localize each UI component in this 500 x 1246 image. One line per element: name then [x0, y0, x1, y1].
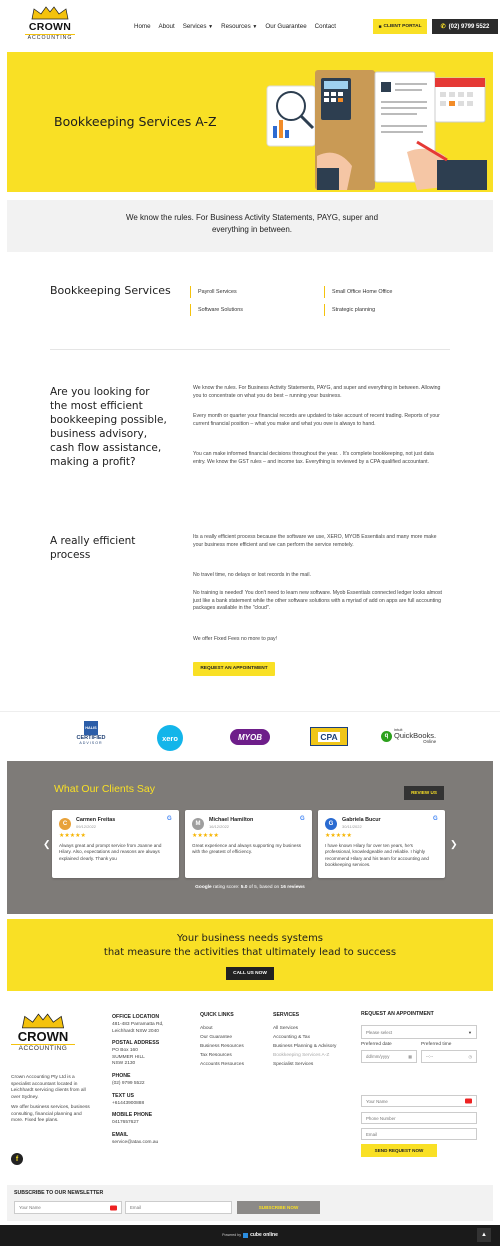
quickbooks-intuit: intuit: [394, 727, 403, 732]
nav-resources-label: Resources: [221, 23, 251, 30]
appointment-heading: REQUEST AN APPOINTMENT: [361, 1011, 434, 1017]
newsletter-name-input[interactable]: [14, 1201, 122, 1214]
rating-summary: [7, 885, 493, 890]
quickbooks-online: Online: [423, 739, 437, 744]
halis-certified: CERTIFIED: [76, 735, 106, 741]
nav-resources[interactable]: [221, 23, 257, 30]
phone-icon: ✆: [440, 24, 446, 30]
phone-heading: PHONE: [112, 1072, 131, 1079]
footer-about-2: We offer business services, business consulting, financial planning and more. Fixed fee plans.: [11, 1105, 90, 1124]
office-heading: OFFICE LOCATION: [112, 1014, 160, 1020]
quick-link-business-resources[interactable]: Business Resources: [200, 1044, 244, 1049]
nav-contact[interactable]: Contact: [314, 23, 336, 30]
summary-score: 5.0: [240, 885, 248, 890]
postal-heading: POSTAL ADDRESS: [112, 1040, 160, 1047]
divider: [50, 349, 450, 350]
newsletter-heading: SUBSCRIBE TO OUR NEWSLETTER: [14, 1190, 104, 1196]
reviewer-name: Michael Hamilton: [209, 817, 254, 823]
hero-illustration: [257, 56, 492, 190]
efficient-p1: We know the rules. For Business Activity Statements, PAYG, and super and everything in between. Allowing you to concentrate on what you do best – running your business.: [193, 385, 441, 399]
halis-badge: HALIS: [84, 721, 98, 735]
process-p1: Its a really efficient process because the software we use, XERO, MYOB Essentials and many more make your business more efficient and we can perform the service remotely.: [193, 534, 437, 548]
reviews-title: What Our Clients Say: [54, 783, 155, 795]
email-heading: EMAIL: [112, 1131, 129, 1138]
nav-guarantee[interactable]: Our Guarantee: [265, 23, 307, 30]
reviewer-avatar: G: [325, 818, 337, 830]
halis-advisor: ADVISOR: [79, 741, 103, 745]
myob-logo: MYOB: [230, 729, 270, 745]
review-stars: ★★★★★: [192, 833, 219, 839]
nav-services[interactable]: [183, 23, 213, 30]
google-icon: G: [300, 816, 305, 822]
logo[interactable]: [25, 6, 75, 44]
process-title: A really efficient process: [50, 535, 136, 561]
phone-button[interactable]: [432, 19, 498, 34]
footer-contact: [112, 1014, 187, 1146]
cpa-logo: [310, 727, 348, 746]
reviewer-avatar: C: [59, 818, 71, 830]
newsletter-name-placeholder: Your Name: [19, 1205, 41, 1210]
call-us-button[interactable]: CALL US NOW: [226, 967, 274, 980]
page-title: Bookkeeping Services A-Z: [54, 114, 217, 129]
bottom-bar: [0, 1225, 500, 1246]
service-planning-advisory[interactable]: Business Planning & Advisory: [273, 1044, 337, 1049]
quick-links-heading: QUICK LINKS: [200, 1012, 234, 1018]
email-placeholder: Email: [366, 1131, 377, 1137]
mobile-heading: MOBILE PHONE: [112, 1112, 153, 1119]
intro-band: [7, 200, 493, 252]
systems-banner: [7, 919, 493, 991]
summary-mid: rating score:: [213, 885, 240, 890]
required-icon: [465, 1099, 472, 1104]
footer: [0, 995, 500, 1185]
xero-logo: xero: [157, 725, 183, 751]
quickbooks-wordmark: [394, 727, 436, 745]
name-placeholder: Your Name: [366, 1098, 388, 1104]
carousel-next-icon[interactable]: ❯: [450, 839, 458, 849]
service-specialist[interactable]: Specialist Services: [273, 1062, 314, 1067]
email-value[interactable]: service@atax.com.au: [112, 1139, 159, 1145]
site-header: [0, 0, 500, 52]
quick-link-about[interactable]: About: [200, 1026, 213, 1031]
nav-services-label: Services: [182, 23, 207, 30]
review-card: [318, 810, 445, 878]
reviewer-name: Carmen Freitas: [76, 817, 116, 823]
facebook-icon[interactable]: f: [11, 1153, 23, 1165]
preferred-date-label: Preferred date: [361, 1042, 392, 1047]
service-link-payroll[interactable]: Payroll Services: [190, 286, 237, 298]
review-us-button[interactable]: REVIEW US: [404, 786, 444, 800]
hero-banner: [7, 52, 493, 192]
newsletter: [7, 1185, 493, 1221]
systems-line1: Your business needs systems: [176, 933, 324, 944]
review-date: 09/12/2022: [76, 824, 97, 829]
process-p3: No training is needed! You don't need to learn new software. Myob Essentials connected ledger looks almost just like a bank statement while the other software solutions with a myriad of add on apps are full accounting packages available in the "cloud".: [193, 590, 442, 612]
efficient-title: Are you looking for the most efficient bookkeeping possible, business advisory, cash flow assistance, making a profit?: [50, 386, 167, 468]
lock-icon: ■: [378, 23, 382, 30]
phone-label: (02) 9799 5522: [448, 23, 490, 30]
request-appointment-button[interactable]: REQUEST AN APPOINTMENT: [193, 662, 275, 676]
crown-icon: [19, 1013, 67, 1029]
footer-brand-sub: ACCOUNTING: [11, 1044, 75, 1052]
service-link-software[interactable]: Software Solutions: [190, 304, 243, 316]
reviewer-avatar: M: [192, 818, 204, 830]
cube-icon: [243, 1233, 248, 1238]
footer-brand-name: CROWN: [17, 1029, 69, 1044]
efficient-p3: You can make informed financial decisions throughout the year. . It's complete bookkeeping, not just data entry. We know the GST rules – and income tax. Everything is reviewed by a CPA qualified accountant.: [193, 451, 434, 465]
systems-line2: that measure the activities that ultimately lead to success: [103, 947, 397, 958]
send-request-button[interactable]: SEND REQUEST NOW: [361, 1144, 437, 1157]
review-stars: ★★★★★: [59, 833, 86, 839]
nav-about[interactable]: About: [158, 23, 175, 30]
efficient-p2: Every month or quarter your financial records are updated to take account of recent trading. Reports of your current financial position – what you make and what you owe is always to hand.: [193, 413, 440, 427]
phone-placeholder: Phone Number: [366, 1115, 396, 1121]
services-title: Bookkeeping Services: [50, 284, 171, 297]
quickbooks-logo: [381, 727, 441, 745]
preferred-time-input[interactable]: [421, 1050, 477, 1063]
service-link-soho[interactable]: Small Office Home Office: [324, 286, 392, 298]
quick-links: [200, 1012, 266, 1069]
crown-icon: [30, 6, 70, 20]
summary-of: of 5, based on: [248, 885, 280, 890]
clock-icon: ◷: [468, 1054, 472, 1059]
process-p4: We offer Fixed Fees no more to pay!: [193, 636, 278, 642]
preferred-date-input[interactable]: [361, 1050, 417, 1063]
client-portal-button[interactable]: [373, 19, 427, 34]
review-text: Great experience and always supporting my business with the greatest of efficiency.: [192, 843, 302, 855]
footer-about-1: Crown Accounting Pty Ltd is a specialist accountant located in Leichhardt servicing clients from all over Sydney.: [11, 1075, 86, 1100]
service-all[interactable]: All Services: [273, 1026, 299, 1031]
subscribe-button[interactable]: SUBSCRIBE NOW: [237, 1201, 320, 1214]
mobile-value[interactable]: 0417657627: [112, 1120, 139, 1126]
date-placeholder: dd/mm/yyyy: [366, 1054, 390, 1059]
service-accounting-tax[interactable]: Accounting & Tax: [273, 1035, 310, 1040]
service-select-value: Please select: [366, 1029, 393, 1035]
summary-google: Google: [195, 885, 212, 890]
services-heading: SERVICES: [273, 1012, 300, 1018]
quickbooks-icon: q: [381, 731, 392, 742]
summary-count: 16 reviews: [280, 885, 305, 890]
office-value: 481-483 Parramatta Rd, Leichhardt NSW 2040: [112, 1022, 164, 1034]
quickbooks-name: QuickBooks.: [394, 731, 437, 740]
google-icon: G: [433, 816, 438, 822]
powered-by: [0, 1232, 500, 1238]
powered-by-label: Powered by: [222, 1233, 242, 1237]
reviews-section: [7, 761, 493, 914]
chevron-down-icon: ▼: [468, 1029, 472, 1035]
review-date: 16/12/2022: [209, 824, 230, 829]
main-nav: [134, 23, 336, 30]
review-text: I have known Hilary for over ten years, he's professional, knowledgeable and reliable. I highly recommend Hilary and his team for accounting and bookkeeping services.: [325, 843, 429, 867]
service-link-strategic[interactable]: Strategic planning: [324, 304, 375, 316]
required-icon: [110, 1205, 117, 1210]
calendar-icon: ▦: [408, 1054, 412, 1059]
quick-link-accounts-resources[interactable]: Accounts Resources: [200, 1062, 244, 1067]
chevron-down-icon: ▼: [208, 24, 214, 30]
newsletter-email-input[interactable]: [125, 1201, 232, 1214]
review-card: [52, 810, 179, 878]
name-input[interactable]: [361, 1095, 477, 1107]
review-date: 30/11/2022: [342, 824, 362, 829]
client-portal-label: CLIENT PORTAL: [383, 24, 422, 29]
scroll-top-icon[interactable]: ▲: [477, 1228, 491, 1242]
carousel-prev-icon[interactable]: ❮: [43, 839, 51, 849]
email-input[interactable]: [361, 1128, 477, 1140]
service-bookkeeping-active[interactable]: Bookkeeping Services A-Z: [273, 1053, 330, 1058]
brand-sub: ACCOUNTING: [25, 34, 75, 41]
quick-link-tax-resources[interactable]: Tax Resources: [200, 1053, 232, 1058]
quick-link-guarantee[interactable]: Our Guarantee: [200, 1035, 232, 1040]
nav-home[interactable]: Home: [134, 23, 151, 30]
process-p2: No travel time, no delays or lost records in the mail.: [193, 572, 311, 578]
review-text: Always great and prompt service from Joanne and Hilary. Also, expectations and reasons are always explained clearly. Thank you: [59, 843, 162, 861]
text-heading: TEXT US: [112, 1092, 134, 1099]
newsletter-email-placeholder: Email: [130, 1205, 141, 1210]
cube-online-wordmark[interactable]: cube online: [250, 1232, 278, 1238]
appointment-form: [361, 1011, 477, 1153]
reviewer-name: Gabriela Bucur: [342, 817, 381, 823]
postal-value: PO Box 160 SUMMER HILL NSW 2130: [112, 1048, 145, 1067]
intro-text: We know the rules. For Business Activity Statements, PAYG, super and everything in between.: [125, 213, 379, 234]
cpa-text: CPA: [320, 731, 338, 742]
chevron-down-icon: ▼: [252, 24, 258, 30]
preferred-time-label: Preferred time: [421, 1042, 452, 1047]
partner-logos: [0, 711, 500, 761]
footer-logo: [11, 1013, 75, 1052]
phone-input[interactable]: [361, 1112, 477, 1124]
phone-value[interactable]: (02) 9799 5522: [112, 1080, 145, 1086]
brand-name: CROWN: [28, 21, 72, 33]
google-icon: G: [167, 816, 172, 822]
footer-services: [273, 1012, 353, 1069]
review-card: [185, 810, 312, 878]
time-placeholder: --:--: [426, 1054, 434, 1059]
text-value[interactable]: +61443900888: [112, 1100, 145, 1106]
review-stars: ★★★★★: [325, 833, 352, 839]
service-select[interactable]: [361, 1025, 477, 1039]
halis-logo: [73, 721, 109, 745]
